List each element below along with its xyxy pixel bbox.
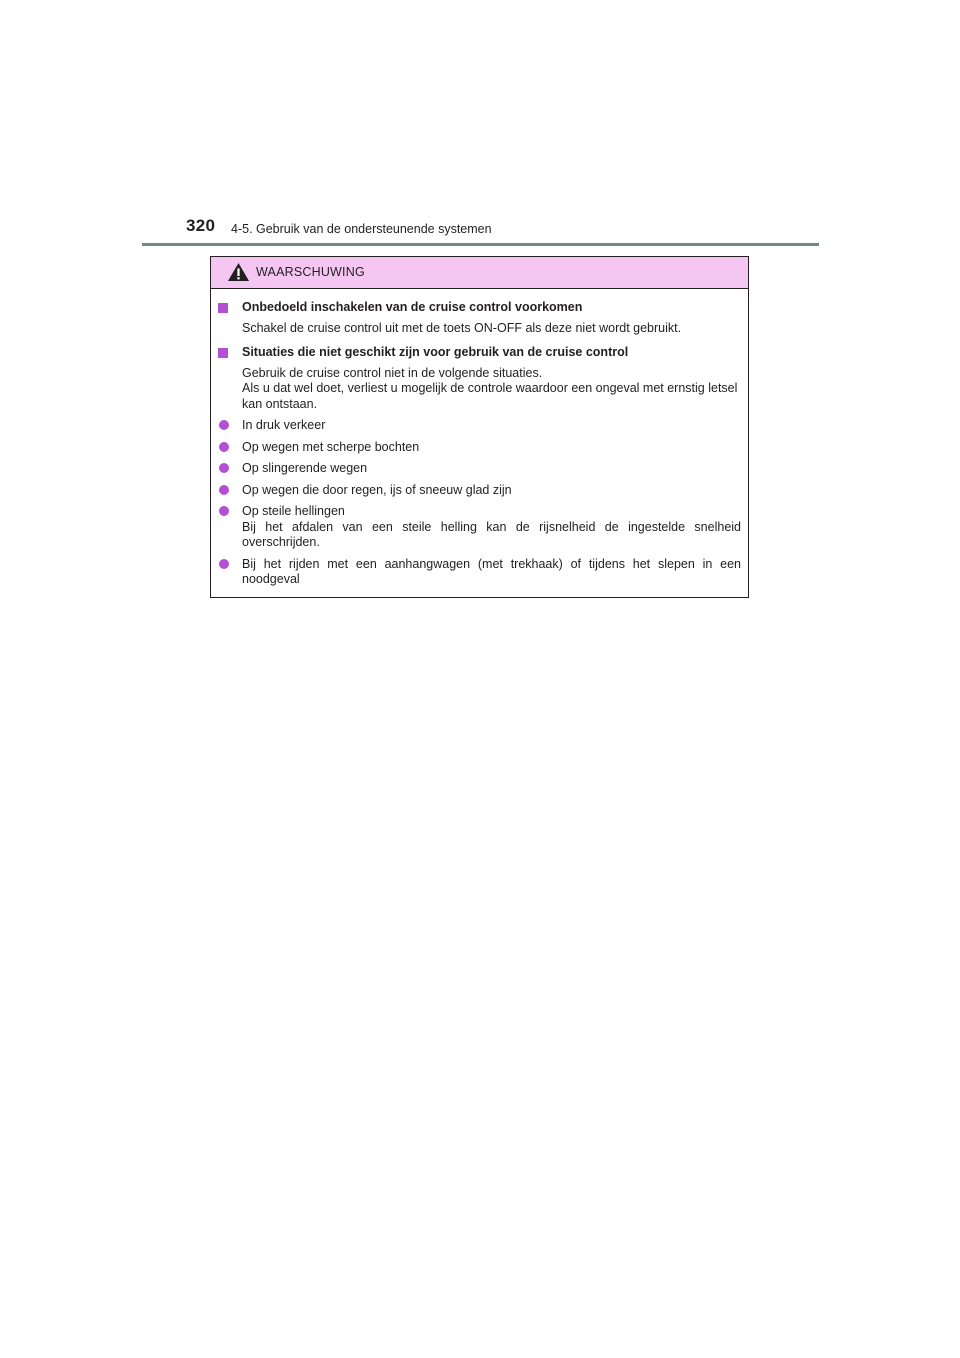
round-bullet-icon [219, 485, 229, 495]
warning-section-unsuitable-situations [218, 345, 741, 588]
header-rule [142, 243, 819, 246]
list-item [218, 483, 741, 499]
warning-box [210, 256, 749, 598]
list-item-text: Op slingerende wegen [242, 461, 368, 475]
list-item [218, 440, 741, 456]
list-item [218, 461, 741, 477]
page-number: 320 [186, 216, 216, 235]
round-bullet-icon [219, 559, 229, 569]
warning-header [211, 257, 748, 289]
section-heading-text: Situaties die niet geschikt zijn voor gebruik van de cruise control [242, 345, 629, 359]
section-heading-text: Onbedoeld inschakelen van de cruise control voorkomen [242, 300, 583, 314]
warning-body [211, 289, 748, 597]
section-text-line: Als u dat wel doet, verliest u mogelijk de controle waardoor een ongeval met ernstig letsel kan ontstaan. [242, 381, 738, 411]
section-text-line: Gebruik de cruise control niet in de volgende situaties. [242, 365, 543, 380]
round-bullet-icon [219, 506, 229, 516]
square-bullet-icon [218, 348, 228, 358]
list-item [218, 504, 741, 551]
list-item-text: Op wegen met scherpe bochten [242, 439, 420, 454]
section-title: 4-5. Gebruik van de ondersteunende systemen [231, 222, 492, 236]
round-bullet-icon [219, 463, 229, 473]
list-item-text: In druk verkeer [242, 418, 326, 432]
section-text: Schakel de cruise control uit met de toets ON-OFF als deze niet wordt gebruikt. [242, 320, 682, 335]
section-heading [218, 345, 741, 361]
list-item-text: Op steile hellingen [242, 504, 345, 518]
section-text [218, 366, 741, 413]
list-item-subtext: Bij het afdalen van een steile helling kan de rijsnelheid de ingestelde snelheid overschrijden. [242, 519, 741, 549]
list-item-text: Op wegen die door regen, ijs of sneeuw glad zijn [242, 482, 512, 497]
section-heading [218, 300, 741, 316]
warning-title: WAARSCHUWING [256, 265, 365, 279]
warning-section-accidental-activation [218, 300, 741, 336]
list-item-text: Bij het rijden met een aanhangwagen (met trekhaak) of tijdens het slepen in een noodgeval [242, 556, 741, 586]
list-item [218, 557, 741, 588]
square-bullet-icon [218, 303, 228, 313]
round-bullet-icon [219, 420, 229, 430]
round-bullet-icon [219, 442, 229, 452]
list-item [218, 418, 741, 434]
warning-triangle-icon [227, 262, 250, 282]
